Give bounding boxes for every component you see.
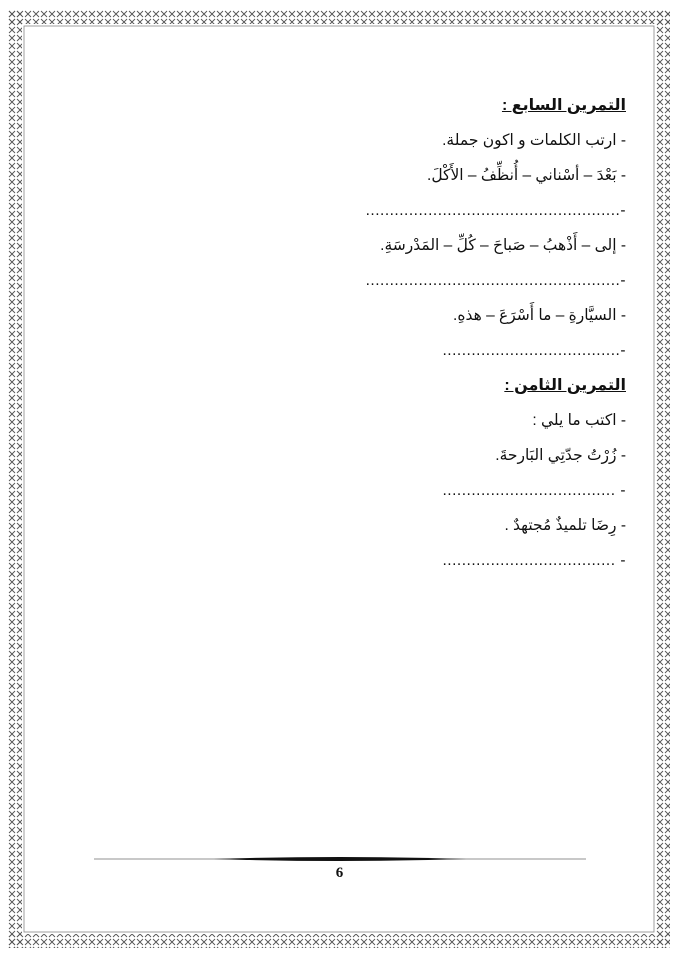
worksheet-content (60, 88, 626, 578)
exercise7-title: التمرين السابع : (501, 97, 626, 114)
exercise8-answer-line-2: - .................................... (442, 552, 626, 569)
exercise8-question-2: - رِضَا تلميذٌ مُجتهدٌ . (504, 517, 626, 534)
exercise8-question-1: - زُرْتُ جدّتِي البَارحةَ. (495, 447, 626, 464)
exercise7-question-1: - بَعْدَ – أسْناني – أُنظِّفُ – الأَكْلَ. (427, 167, 626, 184)
exercise7-answer-line-2: -..................................................... (365, 272, 626, 289)
page-number: 6 (335, 865, 344, 881)
exercise7-question-3: - السيَّارةِ – ما أَسْرَعَ – هذهِ. (453, 307, 626, 324)
exercise8-title: التمرين الثامن : (504, 377, 626, 394)
exercise7-instruction: - ارتب الكلمات و اكون جملة. (442, 132, 626, 149)
exercise7-question-2: - إلى – أَذْهبُ – صَباحَ – كُلِّ – المَدْرسَةِ. (380, 237, 626, 254)
exercise7-answer-line-1: -..................................................... (365, 202, 626, 219)
footer-divider (94, 855, 586, 863)
exercise7-answer-line-3: -..................................... (442, 342, 626, 359)
exercise8-answer-line-1: - .................................... (442, 482, 626, 499)
exercise8-instruction: - اكتب ما يلي : (532, 412, 626, 429)
